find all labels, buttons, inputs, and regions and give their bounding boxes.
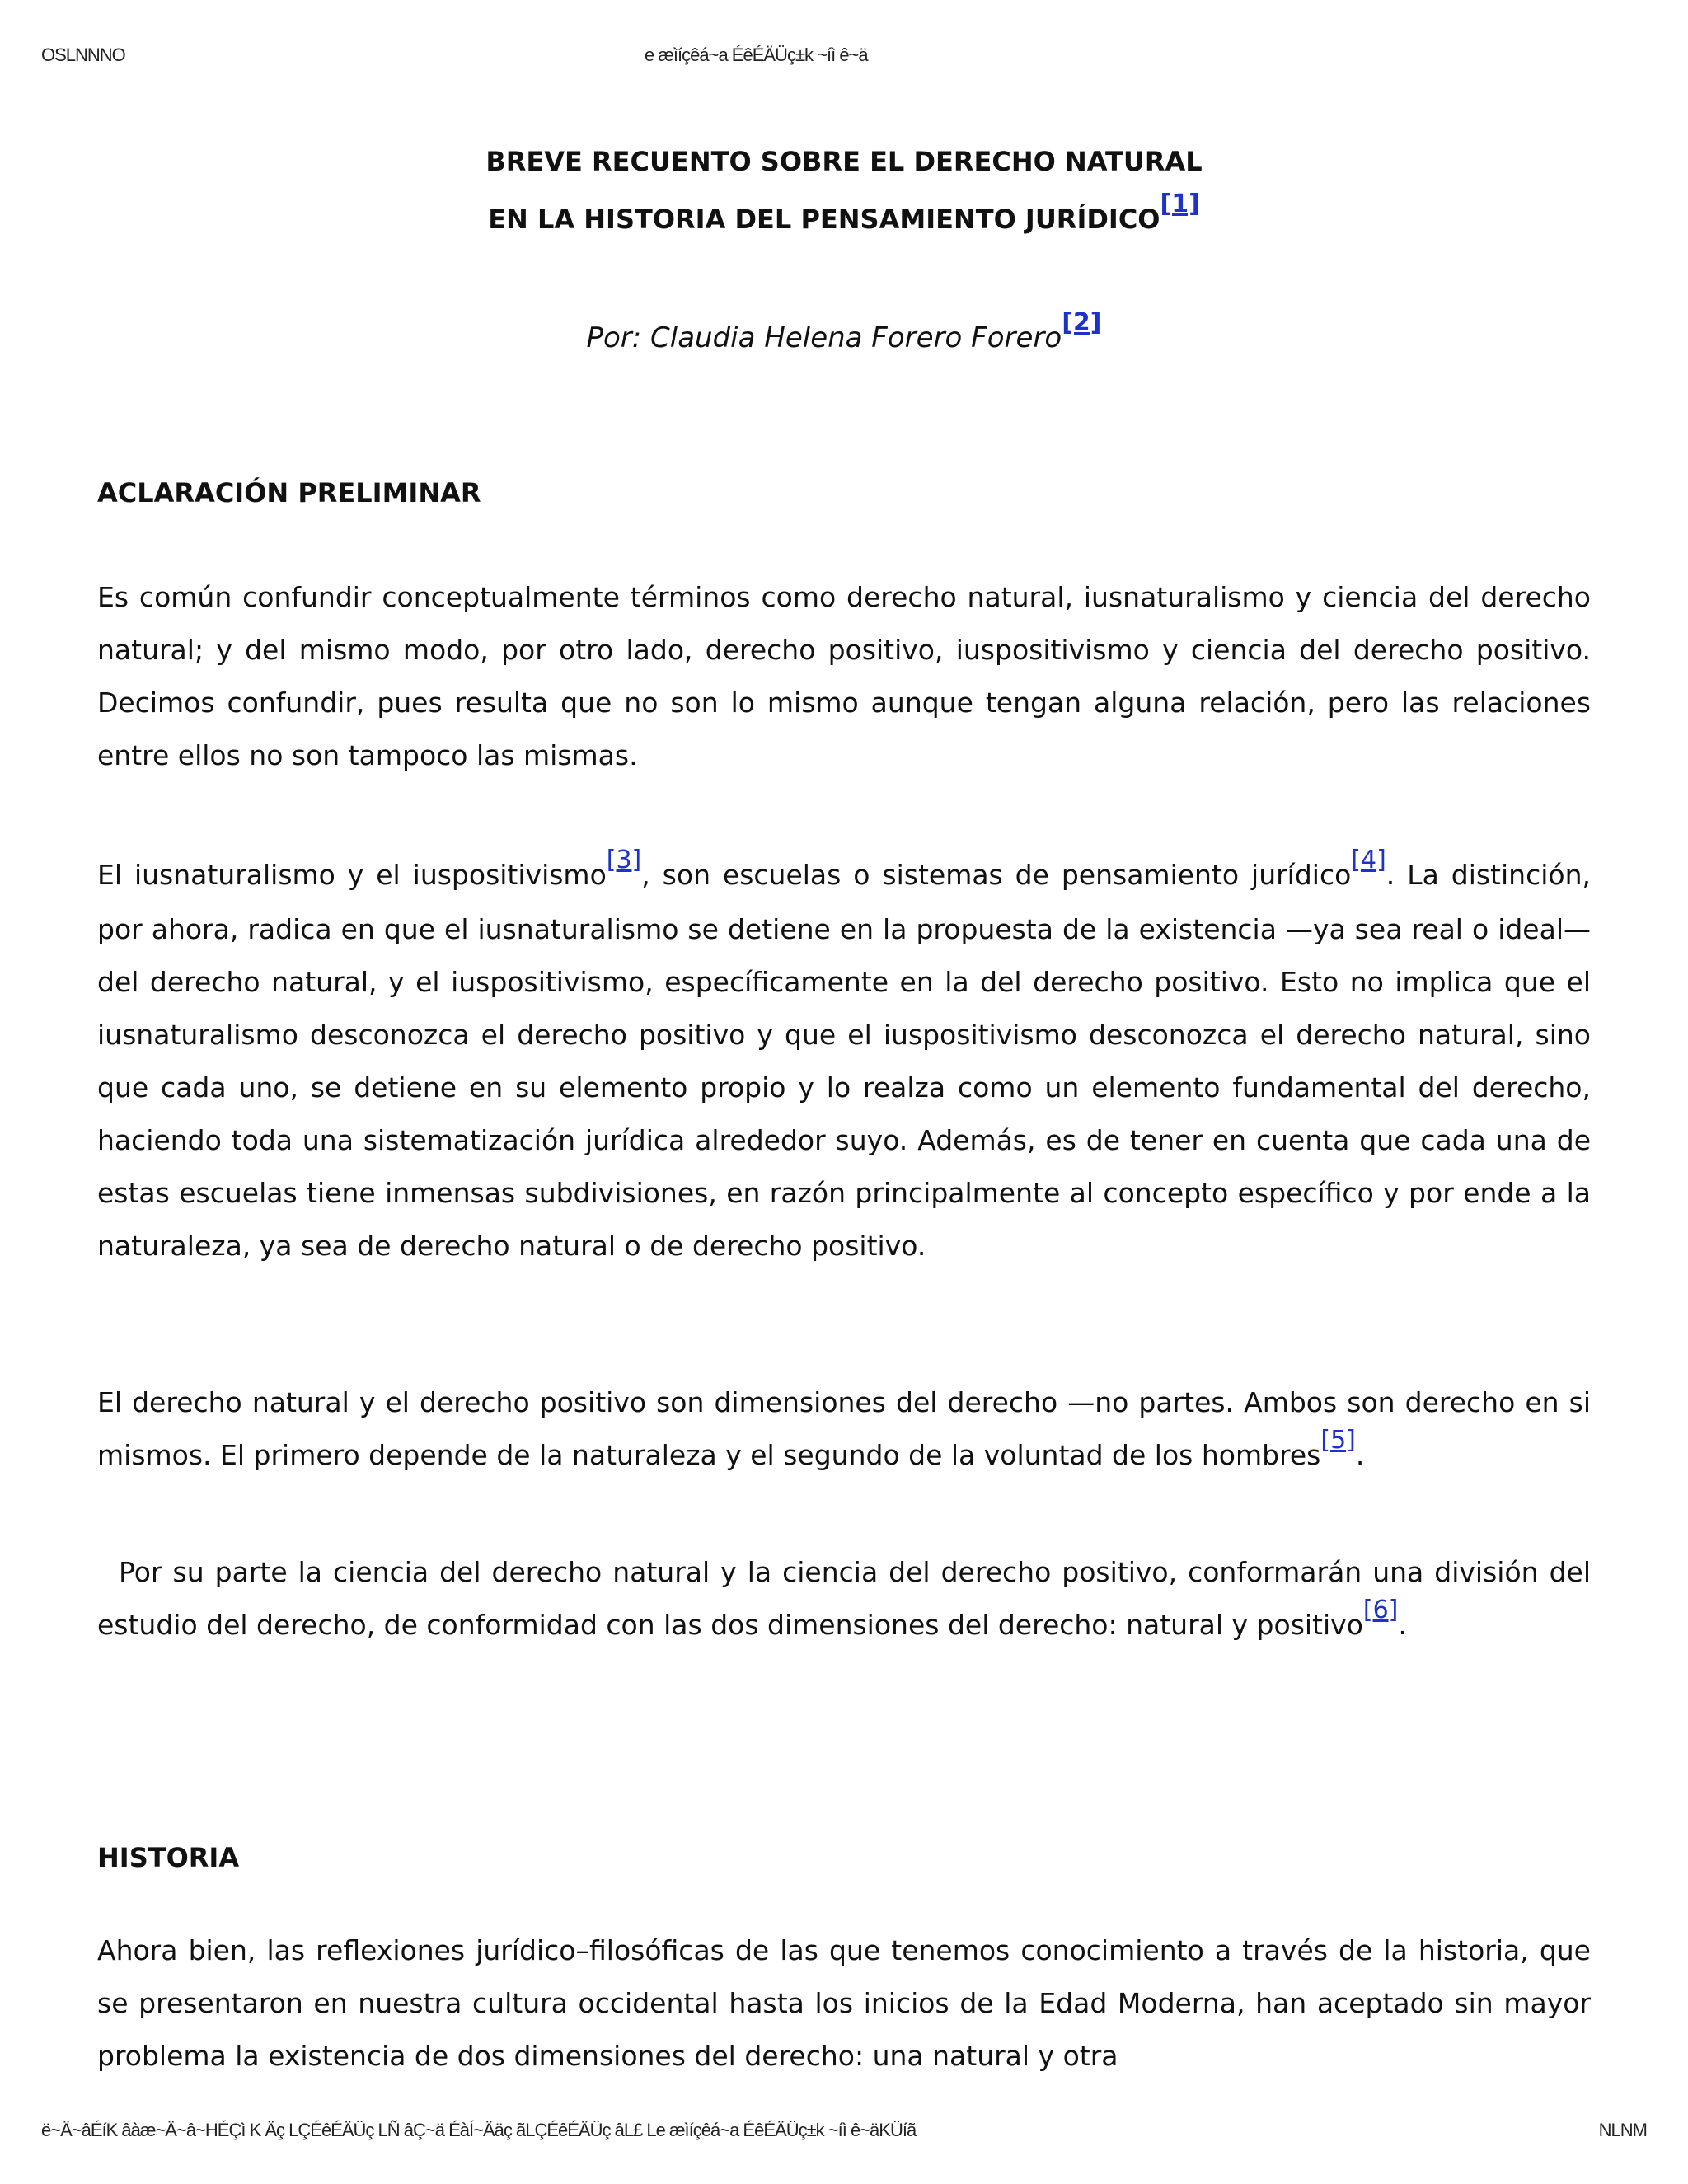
document-title-line-2 bbox=[97, 190, 1591, 237]
paragraph-3 bbox=[97, 1376, 1591, 1483]
paragraph-3-text-b: . bbox=[1355, 1439, 1365, 1471]
paragraph-1: Es común confundir conceptualmente términos como derecho natural, iusnaturalismo y ciencia del derecho natural; y del mismo modo, por otro lado, derecho positivo, iuspositivismo y ciencia del derecho positivo. Decimos confundir, pues resulta que no son lo mismo aunque tengan alguna relación, pero las relaciones entre ellos no son tampoco las mismas. bbox=[97, 581, 1591, 771]
page-footer-page-number: NLNM bbox=[1598, 2120, 1647, 2140]
paragraph-2-text-c: . La distinción, por ahora, radica en que el iusnaturalismo se detiene en la propuesta de la existencia —ya sea real o ideal— del derecho natural, y el iuspositivismo, específicamente en la del derecho positivo. Esto no implica que el iusnaturalismo desconozca el derecho positivo y que el iuspositivismo desconozca el derecho natural, sino que cada uno, se detiene en su elemento propio y lo realza como un elemento fundamental del derecho, haciendo toda una sistematización jurídica alrededor suyo. Además, es de tener en cuenta que cada una de estas escuelas tiene inmensas subdivisiones, en razón principalmente al concepto específico y por ende a la naturaleza, ya sea de derecho natural o de derecho positivo. bbox=[97, 859, 1591, 1262]
section-heading-historia: HISTORIA bbox=[97, 1842, 240, 1873]
footnote-link-5[interactable]: [5] bbox=[1320, 1426, 1356, 1455]
footnote-link-6[interactable]: [6] bbox=[1362, 1596, 1399, 1624]
paragraph-3-text-a: El derecho natural y el derecho positivo son dimensiones del derecho —no partes. Ambos son derecho en si mismos. El primero depende de la naturaleza y el segundo de la voluntad de los hombres bbox=[97, 1386, 1591, 1471]
document-title-line-1: BREVE RECUENTO SOBRE EL DERECHO NATURAL bbox=[485, 146, 1203, 177]
title-text: EN LA HISTORIA DEL PENSAMIENTO JURÍDICO bbox=[488, 204, 1160, 235]
page-footer-url: ë~Ä~âÉíK âàæ~Ä~â~HÉÇì K Äç LÇÉêÉÄÜç LÑ âÇ~ä ÉàÍ~Ääç ãLÇÉêÉÄÜç âL£ Le æìíçêá~a ÉêÉÄÜç±k ~íì ê~äKÜíã bbox=[41, 2120, 917, 2140]
footnote-link-1[interactable]: [1] bbox=[1160, 190, 1200, 218]
page-header-center: e æìíçêá~a ÉêÉÄÜç±k ~íì ê~ä bbox=[645, 45, 868, 65]
paragraph-4-text-a: Por su parte la ciencia del derecho natural y la ciencia del derecho positivo, conformarán una división del estudio del derecho, de conformidad con las dos dimensiones del derecho: natural y positivo bbox=[97, 1556, 1600, 1641]
paragraph-5: Ahora bien, las reflexiones jurídico–filosóficas de las que tenemos conocimiento a través de la historia, que se presentaron en nuestra cultura occidental hasta los inicios de la Edad Moderna, han aceptado sin mayor problema la existencia de dos dimensiones del derecho: una natural y otra bbox=[97, 1934, 1591, 2072]
author-name: Por: Claudia Helena Forero Forero bbox=[586, 321, 1062, 354]
author-line bbox=[97, 308, 1591, 356]
paragraph-4-text-b: . bbox=[1398, 1609, 1407, 1641]
section-heading-aclaracion: ACLARACIÓN PRELIMINAR bbox=[97, 477, 481, 509]
paragraph-2 bbox=[97, 846, 1591, 1272]
footnote-link-3[interactable]: [3] bbox=[606, 846, 642, 874]
page-header-left: OSLNNNO bbox=[41, 45, 125, 65]
paragraph-4 bbox=[97, 1546, 1600, 1653]
footnote-link-2[interactable]: [2] bbox=[1062, 308, 1102, 337]
paragraph-2-text-a: El iusnaturalismo y el iuspositivismo bbox=[97, 859, 607, 891]
paragraph-2-text-b: , son escuelas o sistemas de pensamiento jurídico bbox=[641, 859, 1352, 891]
footnote-link-4[interactable]: [4] bbox=[1351, 846, 1386, 874]
